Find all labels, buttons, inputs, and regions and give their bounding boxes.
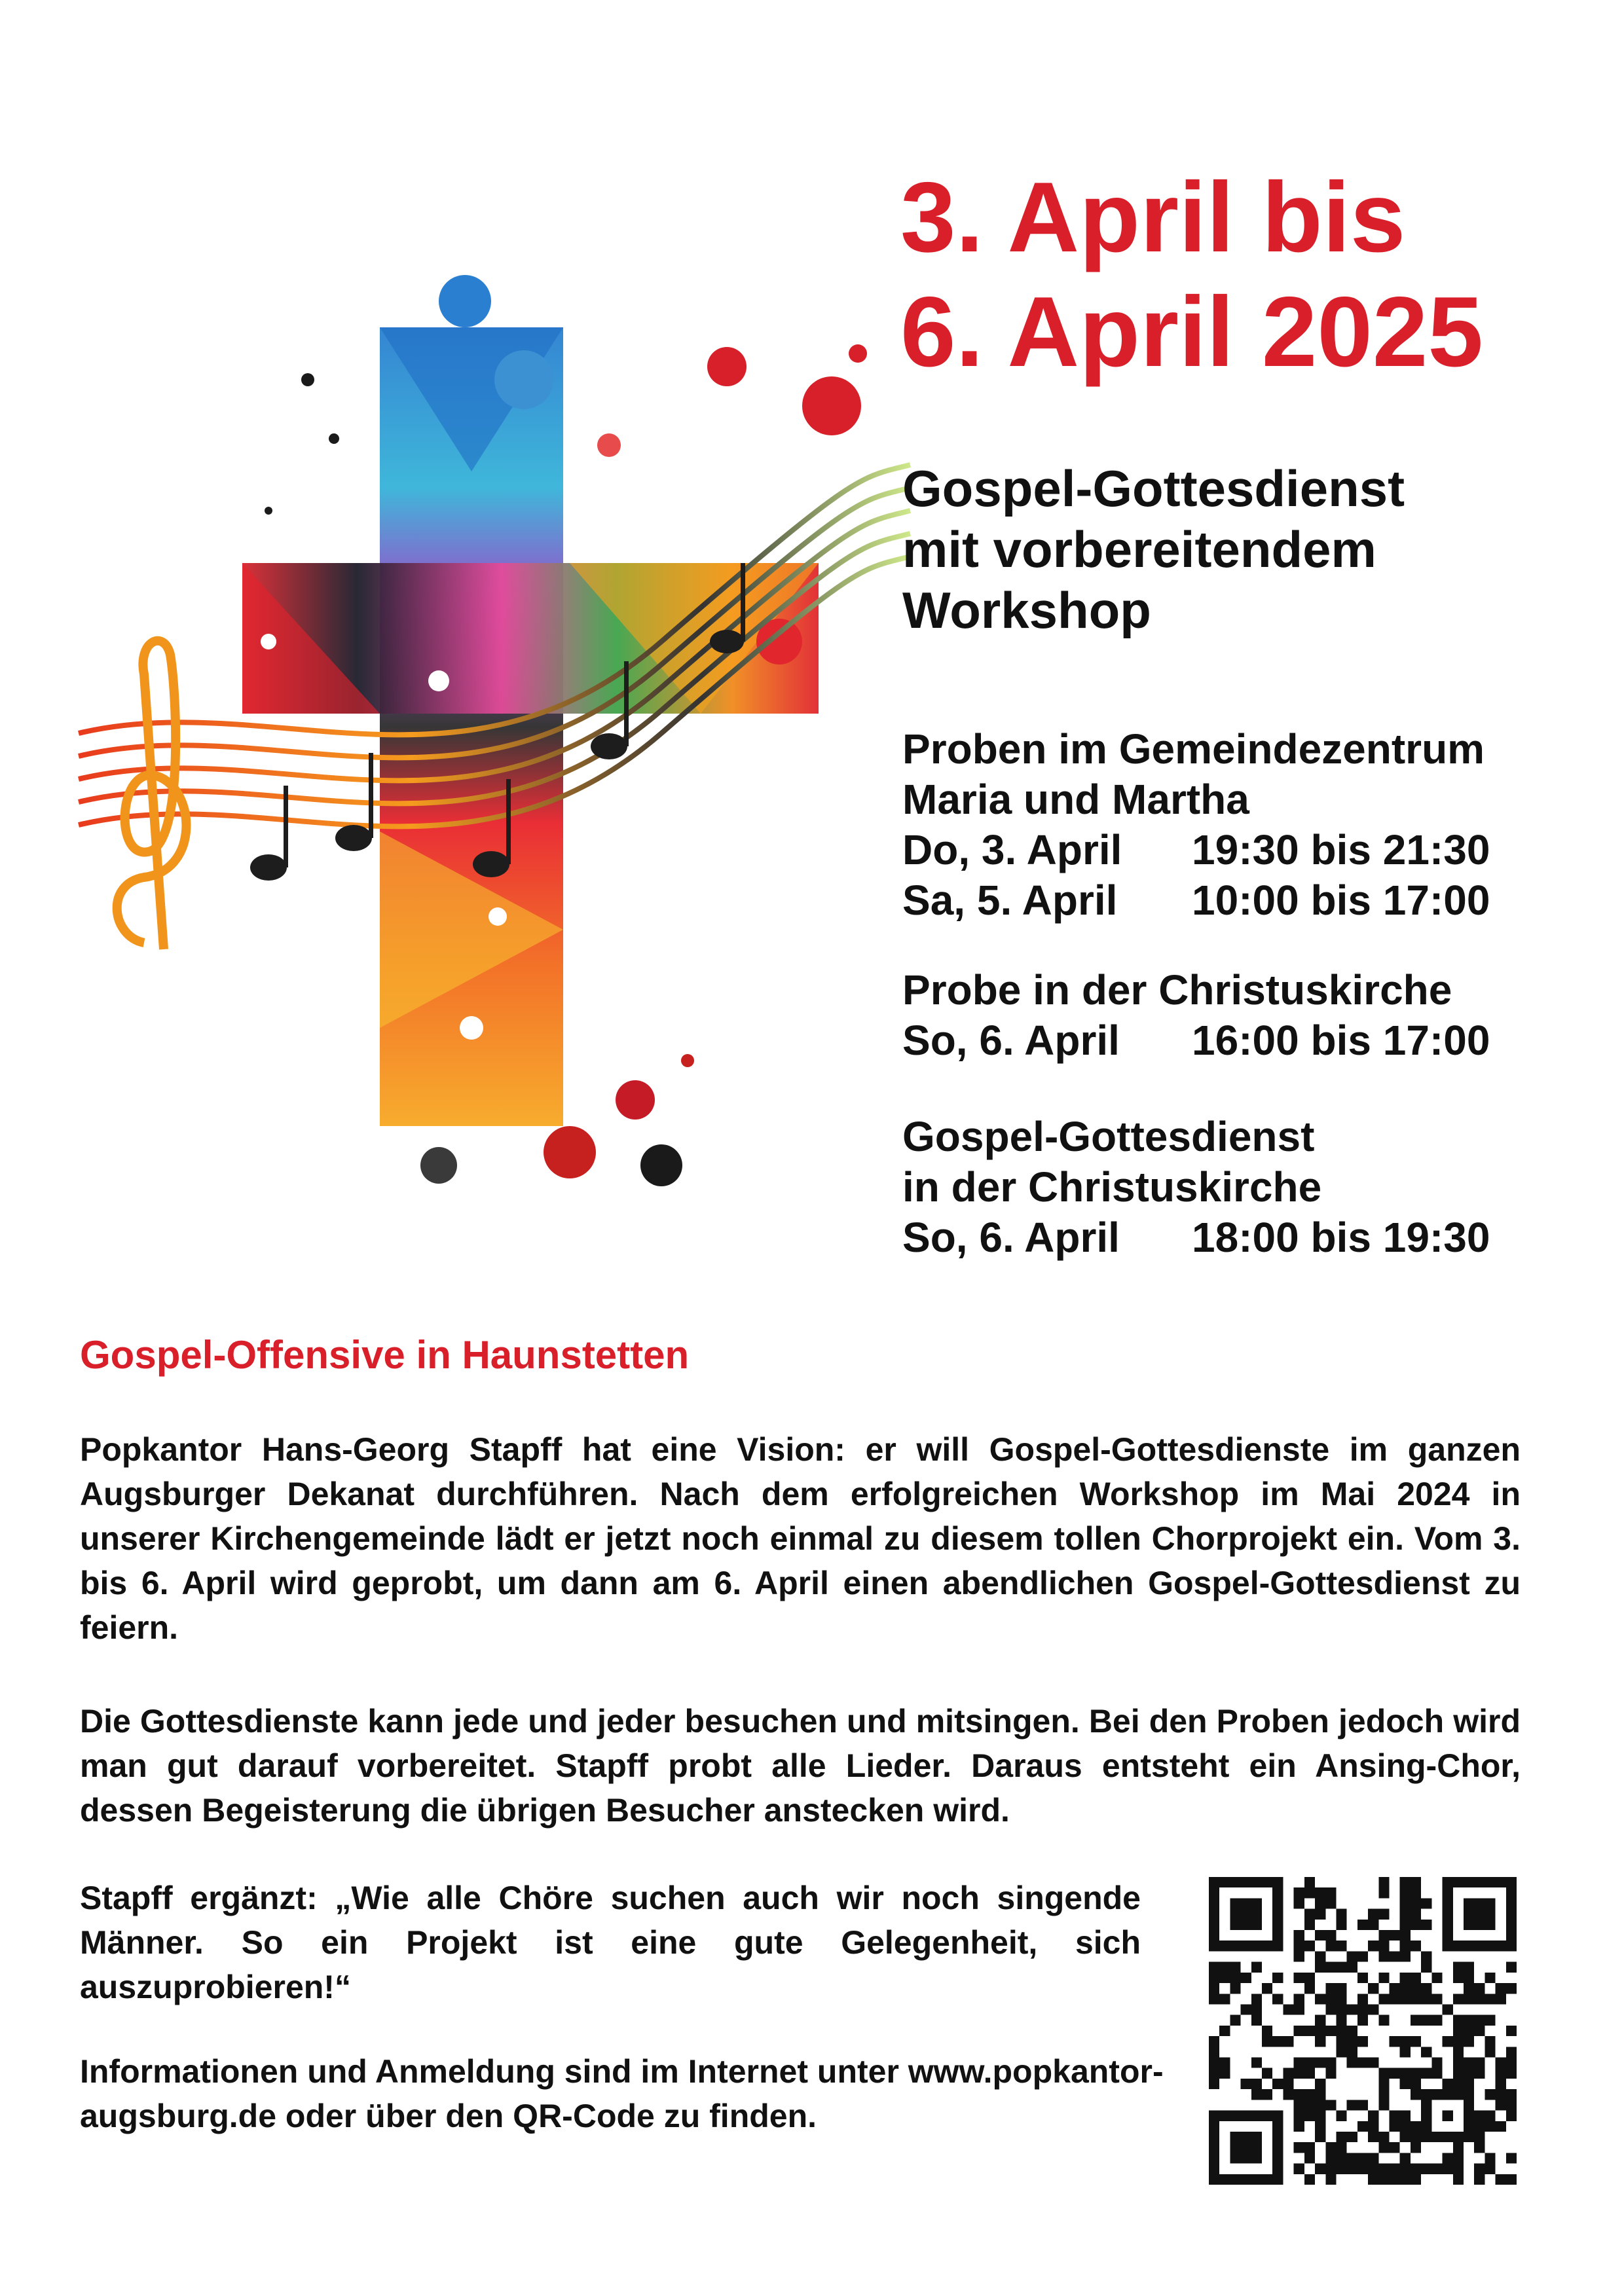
schedule-time: 19:30 bis 21:30 [1192, 826, 1490, 873]
schedule-block-rehearsal-christuskirche [902, 965, 1596, 1066]
article-paragraph-2: Die Gottesdienste kann jede und jeder besuchen und mitsingen. Bei den Proben jedoch wird man gut darauf vorbereitet. Stapff probt alle Lieder. Daraus entsteht ein Ansing-Chor, dessen Begeisterung die übrigen Besucher anstecken wird. [80, 1703, 1521, 1829]
schedule-day: So, 6. April [902, 1017, 1120, 1064]
schedule-time: 10:00 bis 17:00 [1192, 877, 1490, 924]
schedule-day: Do, 3. April [902, 826, 1122, 873]
schedule-row [902, 1212, 1596, 1263]
schedule-row [902, 1015, 1596, 1066]
schedule-block-rehearsal-gemeindezentrum [902, 724, 1596, 926]
schedule-block-service [902, 1112, 1596, 1263]
subtitle-line-3: Workshop [902, 581, 1151, 639]
schedule-row [902, 875, 1596, 926]
date-line-1: 3. April bis [900, 162, 1406, 273]
cross-music-illustration-icon [72, 275, 923, 1205]
event-subtitle [902, 458, 1596, 641]
schedule-heading: in der Christuskirche [902, 1163, 1322, 1211]
schedule-day: Sa, 5. April [902, 877, 1118, 924]
article-paragraph-1: Popkantor Hans-Georg Stapff hat eine Vision: er will Gospel-Gottesdienste im ganzen Augsburger Dekanat durchführen. Nach dem erfolgreichen Workshop im Mai 2024 in unserer Kirchengemeinde lädt er jetzt noch einmal zu diesem tollen Chorprojekt ein. Vom 3. bis 6. April wird geprobt, um dann am 6. April einen abendlichen Gospel-Gottesdienst zu feiern. [80, 1431, 1521, 1646]
subtitle-line-2: mit vorbereitendem [902, 520, 1376, 578]
schedule-time: 18:00 bis 19:30 [1192, 1214, 1490, 1261]
subtitle-line-1: Gospel-Gottesdienst [902, 460, 1405, 517]
schedule-day: So, 6. April [902, 1214, 1120, 1261]
date-line-2: 6. April 2025 [900, 276, 1483, 388]
event-date-heading [900, 160, 1595, 390]
qr-code-icon[interactable] [1209, 1877, 1517, 2185]
article-paragraph-3: Stapff ergänzt: „Wie alle Chöre suchen auch wir noch singende Männer. So ein Projekt ist eine gute Gelegenheit, sich auszuprobieren!“ [80, 1880, 1141, 2005]
schedule-heading: Maria und Martha [902, 776, 1249, 823]
schedule-heading: Proben im Gemeindezentrum [902, 725, 1485, 773]
schedule-heading: Probe in der Christuskirche [902, 966, 1452, 1013]
schedule-time: 16:00 bis 17:00 [1192, 1017, 1490, 1064]
schedule-heading: Gospel-Gottesdienst [902, 1113, 1315, 1160]
article-title: Gospel-Offensive in Haunstetten [80, 1333, 690, 1377]
article-paragraph-4: Informationen und Anmeldung sind im Internet unter www.popkantor-augsburg.de oder über den QR-Code zu finden. [80, 2053, 1164, 2134]
schedule-row [902, 825, 1596, 875]
